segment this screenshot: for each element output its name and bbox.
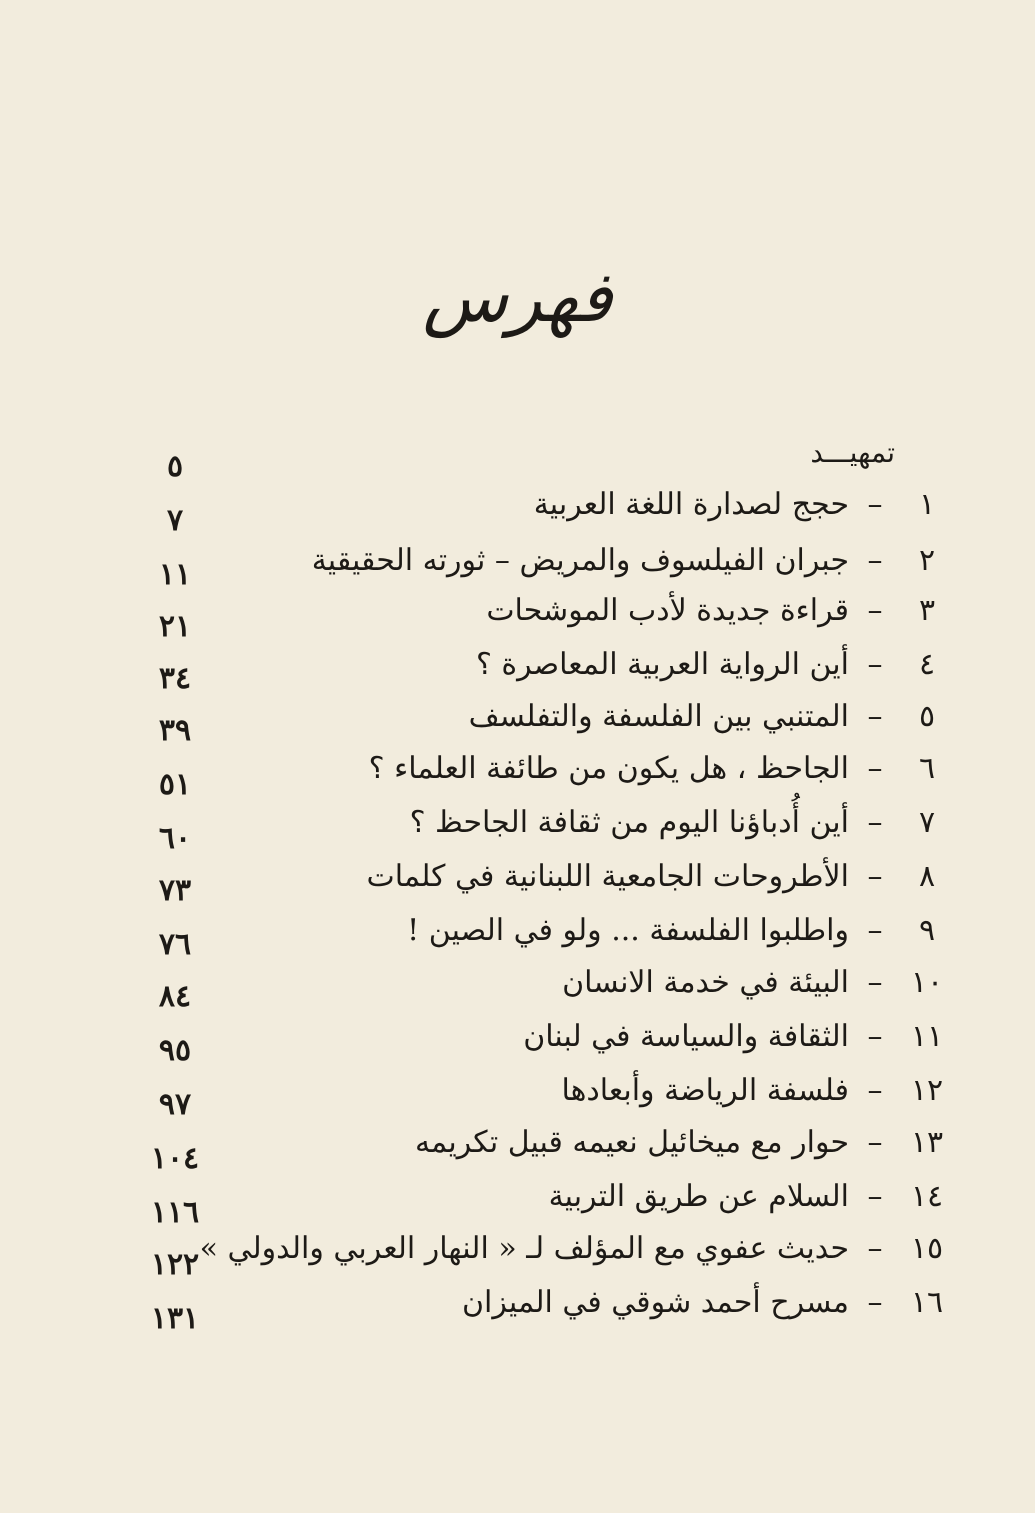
toc-entry-dash: – xyxy=(867,1285,883,1320)
toc-entry-page-number: ٣٩ xyxy=(158,713,192,748)
toc-entry-number: ١٢ xyxy=(910,1073,944,1108)
toc-entry-number: ١٤ xyxy=(910,1179,944,1214)
toc-entry-dash: – xyxy=(867,647,883,682)
toc-entry-title: أين الرواية العربية المعاصرة ؟ xyxy=(475,647,849,682)
toc-entry-dash: – xyxy=(867,1019,883,1054)
page-title: فهرس xyxy=(422,256,613,338)
toc-entry-title: حوار مع ميخائيل نعيمه قبيل تكريمه xyxy=(414,1125,849,1160)
toc-entry-dash: – xyxy=(867,965,883,1000)
toc-entry-page-number: ٩٧ xyxy=(158,1087,192,1122)
toc-entry-title: جبران الفيلسوف والمريض – ثورته الحقيقية xyxy=(311,543,849,578)
toc-entry-number: ١٦ xyxy=(910,1285,944,1320)
toc-entry-number: ١٣ xyxy=(910,1125,944,1160)
toc-entry-dash: – xyxy=(867,805,883,840)
toc-entry-page-number: ٥١ xyxy=(158,767,192,802)
toc-entry-number: ٦ xyxy=(918,751,936,786)
toc-entry-page-number: ١١ xyxy=(158,557,192,592)
toc-entry-title: أين أُدباؤنا اليوم من ثقافة الجاحظ ؟ xyxy=(409,805,849,840)
toc-entry-number: ٥ xyxy=(918,699,936,734)
toc-entry-dash: – xyxy=(867,699,883,734)
toc-entry-dash: – xyxy=(867,1231,883,1266)
toc-entry-title: البيئة في خدمة الانسان xyxy=(562,965,849,1000)
toc-entry-number: ٨ xyxy=(918,859,936,894)
toc-entry-page-number: ٩٥ xyxy=(158,1033,192,1068)
toc-entry-page-number: ١٣١ xyxy=(150,1301,200,1336)
toc-entry-page-number: ١٠٤ xyxy=(150,1141,200,1176)
toc-entry-page-number: ٨٤ xyxy=(158,979,192,1014)
toc-entry-dash: – xyxy=(867,543,883,578)
toc-entry-title: الأطروحات الجامعية اللبنانية في كلمات xyxy=(366,859,849,894)
toc-entry-title: حديث عفوي مع المؤلف لـ « النهار العربي والدولي » xyxy=(199,1231,849,1266)
toc-entry-number: ٢ xyxy=(918,543,936,578)
toc-entry-title: واطلبوا الفلسفة ... ولو في الصين ! xyxy=(407,913,849,948)
toc-entry-title: حجج لصدارة اللغة العربية xyxy=(533,487,849,522)
toc-entry-dash: – xyxy=(867,859,883,894)
intro-page-number: ٥ xyxy=(166,449,184,484)
toc-entry-page-number: ٧٣ xyxy=(158,873,192,908)
toc-entry-title: الثقافة والسياسة في لبنان xyxy=(523,1019,849,1054)
toc-entry-number: ٣ xyxy=(918,593,936,628)
toc-entry-title: الجاحظ ، هل يكون من طائفة العلماء ؟ xyxy=(368,751,849,786)
toc-entry-number: ١ xyxy=(918,487,936,522)
intro-label: تمهيـــد xyxy=(810,436,895,469)
toc-entry-title: قراءة جديدة لأدب الموشحات xyxy=(486,593,849,628)
toc-entry-number: ٩ xyxy=(918,913,936,948)
toc-entry-page-number: ١١٦ xyxy=(150,1195,200,1230)
toc-entry-page-number: ٦٠ xyxy=(158,821,192,856)
toc-entry-page-number: ٢١ xyxy=(158,609,192,644)
toc-entry-dash: – xyxy=(867,1179,883,1214)
toc-entry-dash: – xyxy=(867,1073,883,1108)
toc-entry-page-number: ٧٦ xyxy=(158,927,192,962)
toc-entry-dash: – xyxy=(867,593,883,628)
toc-entry-dash: – xyxy=(867,913,883,948)
toc-entry-dash: – xyxy=(867,1125,883,1160)
toc-entry-number: ١٥ xyxy=(910,1231,944,1266)
toc-entry-page-number: ٧ xyxy=(166,503,184,538)
toc-entry-dash: – xyxy=(867,751,883,786)
toc-entry-number: ١٠ xyxy=(910,965,944,1000)
toc-entry-dash: – xyxy=(867,487,883,522)
toc-entry-number: ٤ xyxy=(918,647,936,682)
toc-entry-title: السلام عن طريق التربية xyxy=(548,1179,849,1214)
toc-entry-page-number: ١٢٢ xyxy=(150,1247,200,1282)
toc-entry-title: مسرح أحمد شوقي في الميزان xyxy=(462,1285,849,1320)
toc-entry-number: ٧ xyxy=(918,805,936,840)
toc-entry-page-number: ٣٤ xyxy=(158,661,192,696)
toc-entry-title: فلسفة الرياضة وأبعادها xyxy=(561,1073,849,1108)
toc-entry-number: ١١ xyxy=(910,1019,944,1054)
toc-entry-title: المتنبي بين الفلسفة والتفلسف xyxy=(468,699,849,734)
